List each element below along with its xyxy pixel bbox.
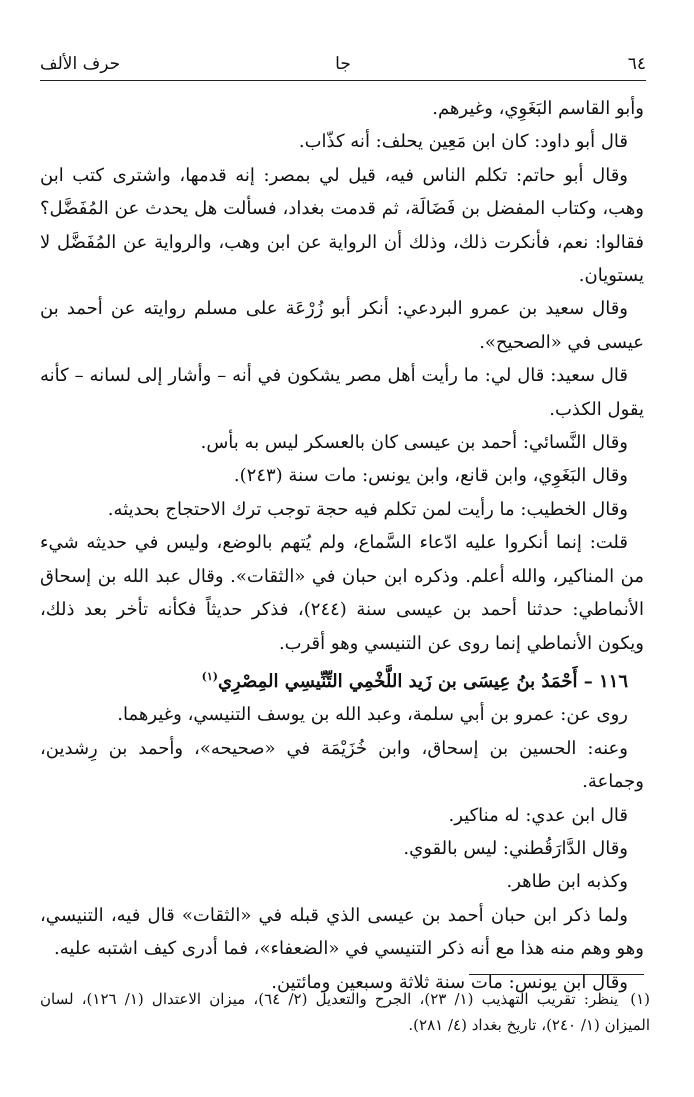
footnote-text: ينظر: تقريب التهذيب (١/ ٢٣)، الجرح والتعديل (٢/ ٦٤)، ميزان الاعتدال (١/ ١٢٦)، لسان الميزان (١/ ٢٤٠)، تاريخ بغداد (٤/ ٢٨١). [40, 990, 650, 1034]
paragraph-text: وقال النَّسائي: أحمد بن عيسى كان بالعسكر ليس به بأس. [200, 432, 628, 454]
paragraph [40, 493, 644, 526]
paragraph-text: وقال ابن يونس: مات سنة ثلاثة وسبعين ومائتين. [271, 971, 628, 993]
section-title: حرف الألف [40, 54, 121, 74]
paragraph-text: وعنه: الحسين بن إسحاق، وابن خُزَيْمَة في «صحيحه»، وأحمد بن رِشدين، وجماعة. [40, 737, 644, 793]
paragraph-text: قال أبو داود: كان ابن مَعِين يحلف: أنه كذّاب. [298, 131, 628, 153]
paragraph [40, 832, 644, 865]
paragraph [40, 359, 644, 426]
paragraph [40, 899, 644, 966]
footnote-separator [469, 974, 644, 975]
paragraph-text: وكذبه ابن طاهر. [506, 871, 628, 893]
running-header [40, 52, 646, 76]
paragraph-text: وأبو القاسم البَغَوِي، وغيرهم. [432, 98, 644, 119]
paragraph-text: قال ابن عدي: له مناكير. [448, 804, 628, 826]
paragraph [40, 526, 644, 660]
footnote-marker: (١) [630, 990, 651, 1008]
paragraph-text: قال سعيد: قال لي: ما رأيت أهل مصر يشكون في أنه – وأشار إلى لسانه – كأنه يقول الكذب. [40, 365, 644, 420]
paragraph-text: وقال الدَّارَقُطني: ليس بالقوي. [403, 837, 628, 859]
paragraph [40, 799, 644, 832]
paragraph-text: وقال أبو حاتم: تكلم الناس فيه، قيل لي بمصر: إنه قدمها، واشترى كتب ابن وهب، وكتاب المفضل بن فَضَالَة، ثم قدمت بغداد، فسألت هل يحدث عن المُفَضَّل؟ فقالوا: نعم، فأنكرت ذلك، وذلك أن الرواية عن ابن وهب، والرواية عن المُفَضَّل لا يستويان. [40, 164, 644, 287]
volume-label: جا [335, 54, 351, 74]
header-rule [40, 80, 646, 81]
paragraph [40, 865, 644, 898]
paragraph-text: ١١٦ – أَحْمَدُ بنُ عِيسَى بن زَيد اللَّخْمِي التِّنِّيسِي المِصْرِي [217, 670, 628, 692]
footnote-reference: (١) [201, 669, 218, 683]
paragraph [40, 159, 644, 293]
paragraph-text: وقال البَغَوِي، وابن قانع، وابن يونس: مات سنة (٢٤٣). [233, 465, 628, 487]
paragraph [40, 92, 644, 125]
paragraph [40, 125, 644, 158]
paragraph-text: قلت: إنما أنكروا عليه ادّعاء السَّماع، ولم يُتهم بالوضع، وليس في حديثه شيء من المناكير، والله أعلم. وذكره ابن حبان في «الثقات». وقال عبد الله بن إسحاق الأنماطي: حدثنا أحمد بن عيسى سنة (٢٤٤)، فذكر حديثاً فكأنه تأخر بعد ذلك، ويكون الأنماطي إنما روى عن التنيسي وهو أقرب. [40, 532, 644, 654]
paragraph [40, 698, 644, 731]
paragraph-text: وقال سعيد بن عمرو البردعي: أنكر أبو زُرْعَة على مسلم روايته عن أحمد بن عيسى في «الصحيح». [40, 298, 644, 353]
paragraph [40, 732, 644, 799]
paragraph-text: روى عن: عمرو بن أبي سلمة، وعبد الله بن يوسف التنيسي، وغيرهما. [117, 704, 628, 726]
paragraph [40, 292, 644, 359]
footnote [40, 986, 650, 1038]
paragraph [40, 459, 644, 492]
main-text [40, 92, 644, 999]
page-number: ٦٤ [627, 54, 646, 74]
entry-heading [40, 660, 644, 698]
paragraph [40, 426, 644, 459]
paragraph-text: وقال الخطيب: ما رأيت لمن تكلم فيه حجة توجب ترك الاحتجاج بحديثه. [107, 498, 628, 520]
paragraph-text: ولما ذكر ابن حبان أحمد بن عيسى الذي قبله في «الثقات» قال فيه، التنيسي، وهو وهم منه هذا مع أنه ذكر التنيسي في «الضعفاء»، فما أدرى كيف اشتبه عليه. [40, 904, 644, 960]
